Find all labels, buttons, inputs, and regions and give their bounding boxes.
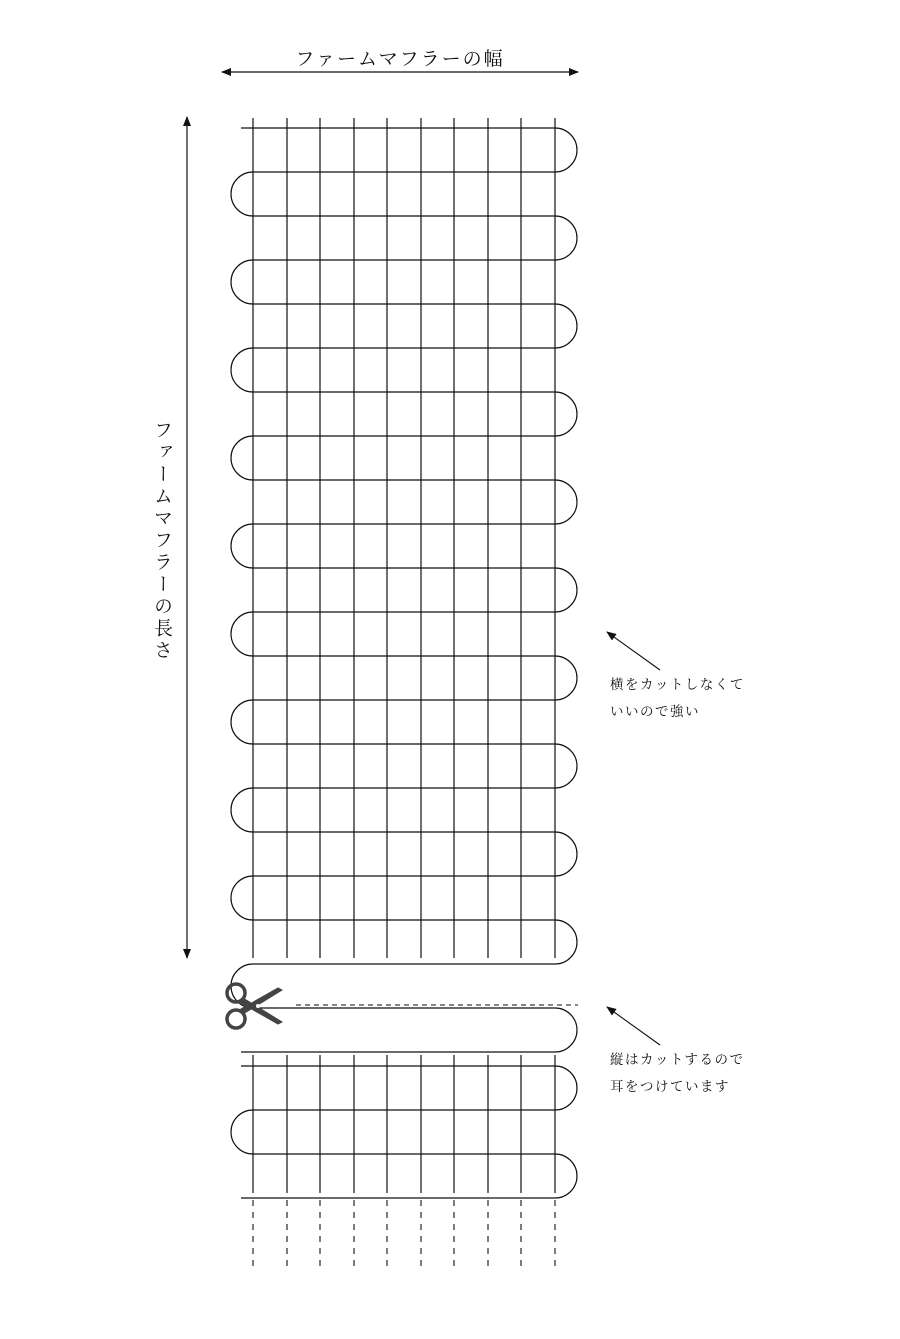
lower-weave-section	[231, 1055, 577, 1272]
width-label: ファームマフラーの幅	[295, 48, 505, 70]
weft-thread	[231, 1066, 577, 1198]
note-line: 縦はカットするので	[610, 1052, 745, 1068]
scissors-icon	[227, 984, 282, 1028]
note-line: いいので強い	[610, 704, 700, 720]
warp-threads	[253, 1055, 555, 1193]
note-selvedge	[610, 672, 745, 726]
note-line: 横をカットしなくて	[610, 677, 745, 693]
fringe-threads	[253, 1200, 555, 1272]
weft-thread	[231, 128, 577, 1052]
length-label: ファームマフラーの長さ	[151, 420, 173, 662]
note-arrow-bottom	[607, 1007, 660, 1045]
note-warp-cut	[610, 1047, 744, 1101]
main-weave-section	[231, 118, 577, 1052]
note-line: 耳をつけています	[610, 1079, 730, 1095]
note-arrow-top	[607, 632, 660, 670]
